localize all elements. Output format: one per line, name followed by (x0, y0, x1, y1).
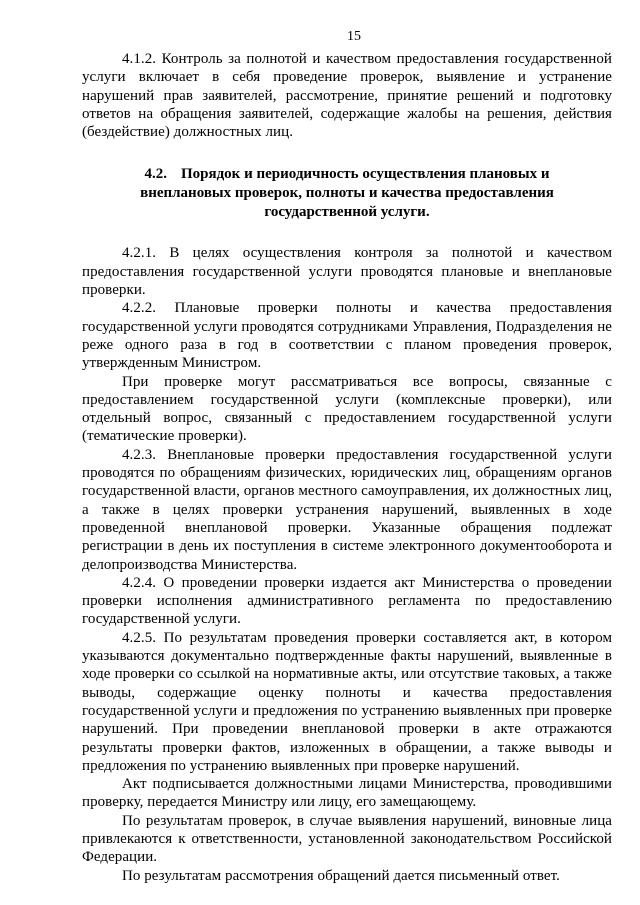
paragraph-inspection-scope: При проверке могут рассматриваться все вопросы, связанные с предоставлением государственной услуги (комплексные проверки), или отдельный вопрос, связанный с предоставлением государственной услуги (тематические проверки). (82, 373, 612, 445)
paragraph-4-2-5: 4.2.5. По результатам проведения проверки составляется акт, в котором указываются документально подтвержденные факты нарушений, выявленные в ходе проверки со ссылкой на нормативные акты, или отсутствие таковых, а также выводы, содержащие оценку полноты и качества предоставления государственной услуги и предложения по устранению выявленных при проверке нарушений. При проведении внеплановой проверки в акте отражаются результаты проверки фактов, изложенных в обращении, а также выводы и предложения по устранению выявленных при проверке нарушений. (82, 629, 612, 774)
paragraph-written-response: По результатам рассмотрения обращений дается письменный ответ. (122, 867, 560, 884)
section-heading (108, 165, 586, 222)
paragraph-4-2-3: 4.2.3. Внеплановые проверки предоставления государственной услуги проводятся по обращениям физических, юридических лиц, обращениям органов государственной власти, органов местного самоуправления, их должностных лиц, а также в целях проверки устранения нарушений, выявленных в ходе проведенной внеплановой проверки. Указанные обращения подлежат регистрации в день их поступления в системе электронного документооборота и делопроизводства Министерства. (82, 446, 612, 573)
paragraph-4-2-2: 4.2.2. Плановые проверки полноты и качества предоставления государственной услуги проводятся сотрудниками Управления, Подразделения не реже одного раза в год в соответствии с планом проведения проверок, утвержденным Министром. (82, 300, 612, 372)
paragraph-4-1-2: 4.1.2. Контроль за полнотой и качеством предоставления государственной услуги включает в себя проведение проверок, выявление и устранение нарушений прав заявителей, рассмотрение, принятие решений и подготовку ответов на обращения заявителей, содержащие жалобы на решения, действия (бездействие) должностных лиц. (82, 51, 612, 141)
paragraph-4-2-1: 4.2.1. В целях осуществления контроля за полнотой и качеством предоставления государственной услуги проводятся плановые и внеплановые проверки. (82, 245, 612, 299)
paragraph-act-signing: Акт подписывается должностными лицами Министерства, проводившими проверку, передается Министру или лицу, его замещающему. (82, 776, 612, 811)
section-number: 4.2. (144, 166, 167, 183)
section-title: Порядок и периодичность осуществления плановых и внеплановых проверок, полноты и качества предоставления государственной услуги. (140, 166, 554, 221)
paragraph-liability: По результатам проверок, в случае выявления нарушений, виновные лица привлекаются к ответственности, установленной законодательством Российской Федерации. (82, 812, 612, 866)
paragraph-4-2-4: 4.2.4. О проведении проверки издается акт Министерства о проведении проверки исполнения административного регламента по предоставлению государственной услуги. (82, 574, 612, 628)
page-number: 15 (347, 29, 361, 44)
